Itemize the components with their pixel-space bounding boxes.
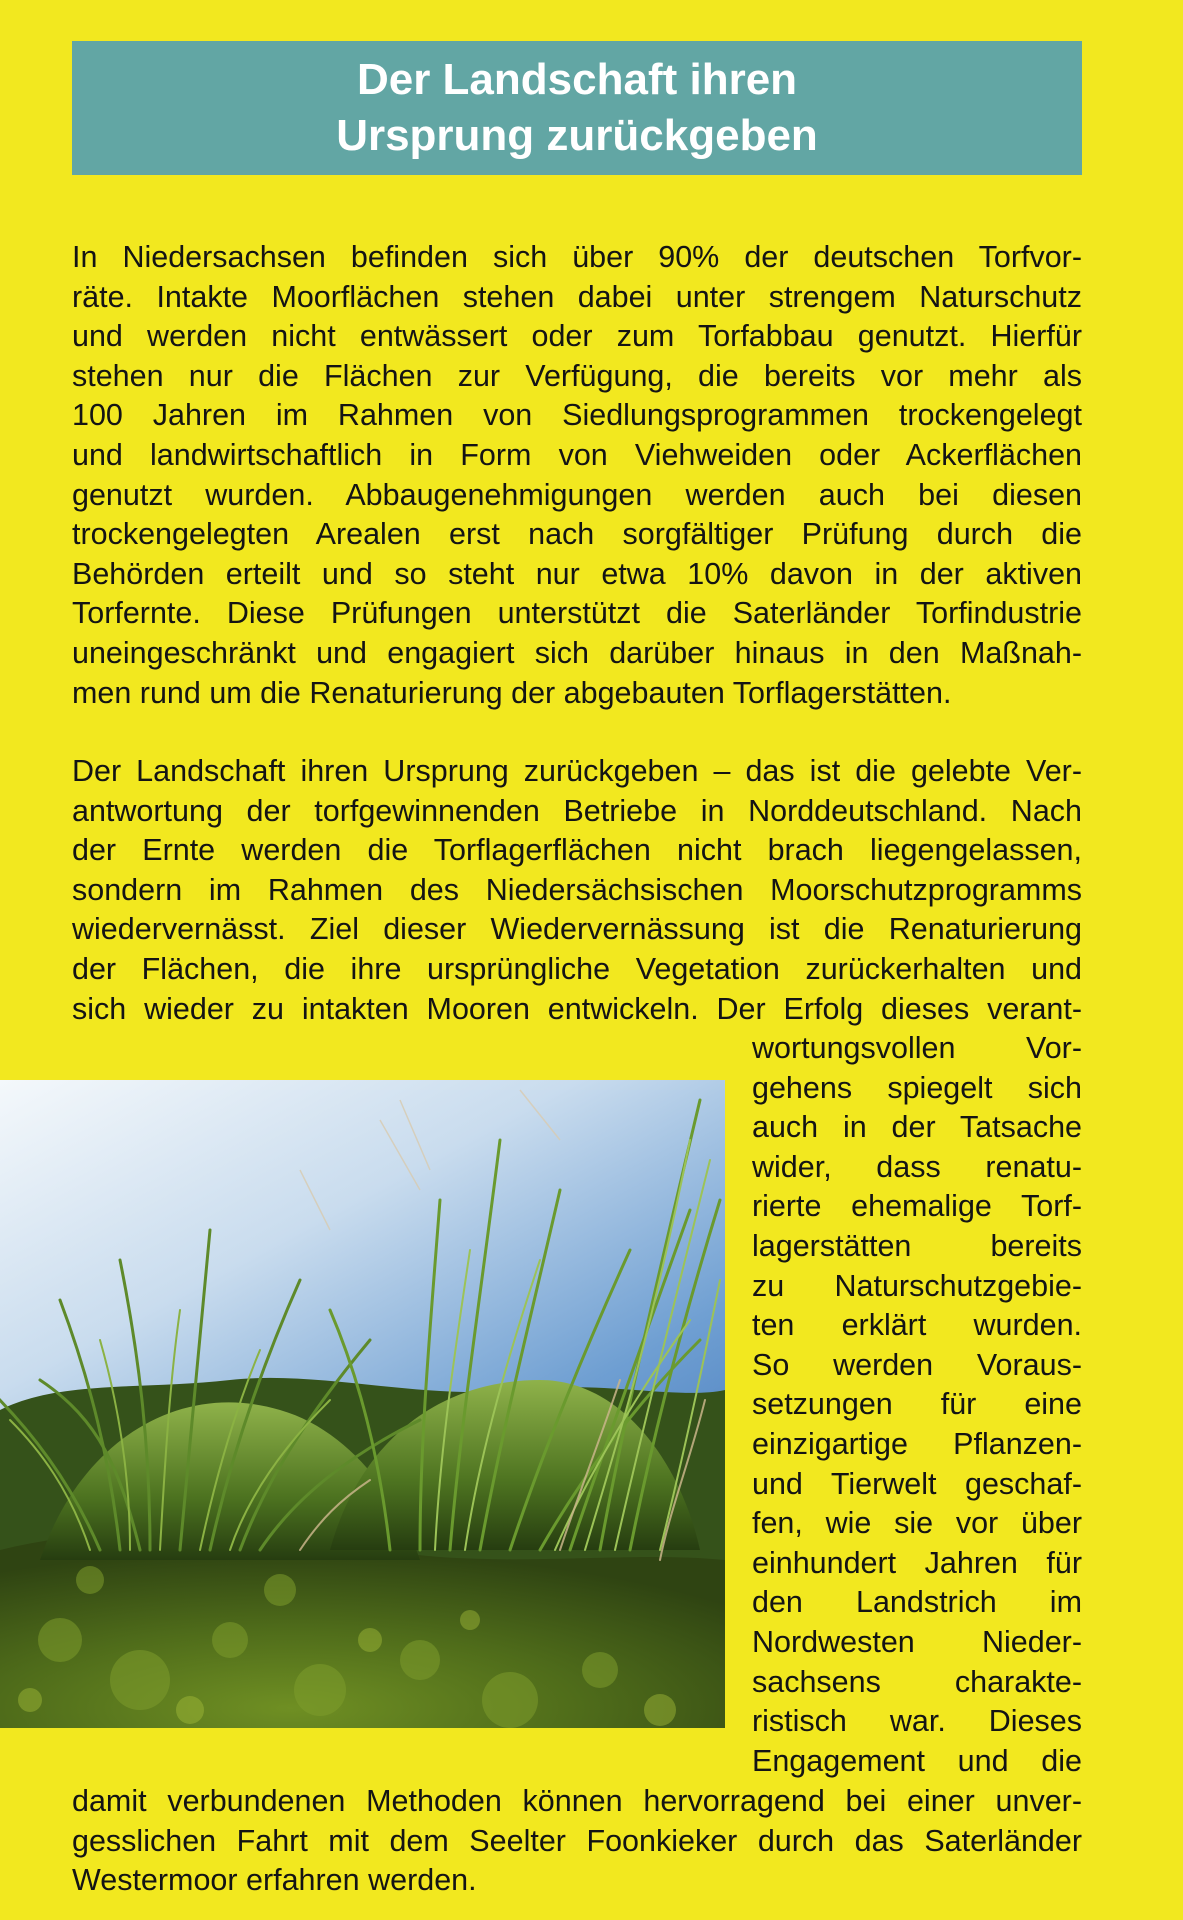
paragraph-line: lagerstätten bereits bbox=[752, 1228, 1082, 1263]
paragraph-line: Nordwesten Nieder- bbox=[752, 1624, 1082, 1659]
paragraph-line: men rund um die Renaturierung der abgebauten Torflagerstätten. bbox=[72, 675, 952, 710]
paragraph-line: Torfernte. Diese Prüfungen unterstützt die Saterländer Torfindustrie bbox=[72, 596, 1082, 631]
paragraph-line: einhundert Jahren für bbox=[752, 1545, 1082, 1580]
paragraph-2 bbox=[72, 752, 1082, 1029]
paragraph-line: Engagement und die bbox=[752, 1743, 1082, 1778]
paragraph-line: uneingeschränkt und engagiert sich darüber hinaus in den Maßnah- bbox=[72, 635, 1082, 670]
paragraph-line: und landwirtschaftlich in Form von Viehweiden oder Ackerflächen bbox=[72, 437, 1082, 472]
paragraph-line: der Flächen, die ihre ursprüngliche Vegetation zurückerhalten und bbox=[72, 951, 1082, 986]
bog-grass-photo bbox=[0, 1080, 725, 1728]
title-line-2: Ursprung zurückgeben bbox=[336, 111, 818, 160]
paragraph-2-side-column bbox=[752, 1029, 1082, 1781]
paragraph-line: Westermoor erfahren werden. bbox=[72, 1863, 477, 1898]
paragraph-line: So werden Voraus- bbox=[752, 1347, 1082, 1382]
paragraph-line: wiedervernässt. Ziel dieser Wiedervernässung ist die Renaturierung bbox=[72, 912, 1082, 947]
paragraph-line: wortungsvollen Vor- bbox=[752, 1031, 1082, 1065]
paragraph-line: räte. Intakte Moorflächen stehen dabei unter strengem Naturschutz bbox=[72, 279, 1082, 314]
paragraph-line: und Tierwelt geschaf- bbox=[752, 1466, 1082, 1501]
bog-grass-illustration bbox=[0, 1080, 725, 1728]
paragraph-line: In Niedersachsen befinden sich über 90% der deutschen Torfvor- bbox=[72, 240, 1082, 274]
paragraph-line: einzigartige Pflanzen- bbox=[752, 1426, 1082, 1461]
paragraph-line: ristisch war. Dieses bbox=[752, 1704, 1082, 1739]
paragraph-line: Behörden erteilt und so steht nur etwa 10% davon in der aktiven bbox=[72, 556, 1082, 591]
paragraph-line: stehen nur die Flächen zur Verfügung, die bereits vor mehr als bbox=[72, 358, 1082, 393]
paragraph-line: rierte ehemalige Torf- bbox=[752, 1189, 1082, 1224]
paragraph-line: fen, wie sie vor über bbox=[752, 1506, 1082, 1541]
paragraph-line: setzungen für eine bbox=[752, 1387, 1082, 1422]
paragraph-line: zu Naturschutzgebie- bbox=[752, 1268, 1082, 1303]
paragraph-line: sachsens charakte- bbox=[752, 1664, 1082, 1699]
title-banner bbox=[72, 41, 1082, 175]
paragraph-line: damit verbundenen Methoden können hervorragend bei einer unver- bbox=[72, 1784, 1082, 1818]
paragraph-line: ten erklärt wurden. bbox=[752, 1308, 1082, 1343]
paragraph-line: 100 Jahren im Rahmen von Siedlungsprogrammen trockengelegt bbox=[72, 398, 1082, 433]
paragraph-line: auch in der Tatsache bbox=[752, 1110, 1082, 1145]
paragraph-line: antwortung der torfgewinnenden Betriebe in Norddeutschland. Nach bbox=[72, 793, 1082, 828]
paragraph-line: sich wieder zu intakten Mooren entwickeln. Der Erfolg dieses verant- bbox=[72, 991, 1082, 1026]
paragraph-1 bbox=[72, 238, 1082, 713]
paragraph-line: Der Landschaft ihren Ursprung zurückgeben – das ist die gelebte Ver- bbox=[72, 754, 1082, 788]
paragraph-2-bottom bbox=[72, 1782, 1082, 1901]
title-line-1: Der Landschaft ihren bbox=[356, 55, 798, 104]
paragraph-line: wider, dass renatu- bbox=[752, 1149, 1082, 1184]
paragraph-line: gesslichen Fahrt mit dem Seelter Foonkieker durch das Saterländer bbox=[72, 1823, 1082, 1858]
paragraph-line: und werden nicht entwässert oder zum Torfabbau genutzt. Hierfür bbox=[72, 319, 1082, 354]
paragraph-line: den Landstrich im bbox=[752, 1585, 1082, 1620]
paragraph-line: genutzt wurden. Abbaugenehmigungen werden auch bei diesen bbox=[72, 477, 1082, 512]
paragraph-line: der Ernte werden die Torflagerflächen nicht brach liegengelassen, bbox=[72, 833, 1082, 868]
paragraph-line: trockengelegten Arealen erst nach sorgfältiger Prüfung durch die bbox=[72, 517, 1082, 552]
paragraph-line: sondern im Rahmen des Niedersächsischen Moorschutzprogramms bbox=[72, 872, 1082, 907]
paragraph-line: gehens spiegelt sich bbox=[752, 1070, 1082, 1105]
